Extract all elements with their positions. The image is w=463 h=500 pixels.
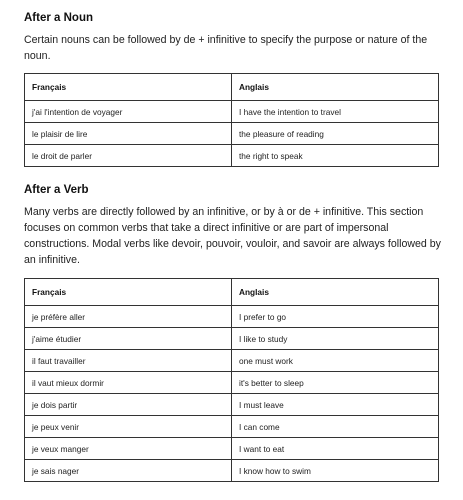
table-row — [25, 101, 439, 123]
table-row — [25, 394, 439, 416]
english-cell: the pleasure of reading — [232, 123, 439, 145]
french-cell: il vaut mieux dormir — [25, 372, 232, 394]
french-cell: le plaisir de lire — [25, 123, 232, 145]
column-header-english: Anglais — [232, 74, 439, 101]
french-cell: je dois partir — [25, 394, 232, 416]
table-row — [25, 145, 439, 167]
english-cell: I have the intention to travel — [232, 101, 439, 123]
column-header-english: Anglais — [232, 279, 439, 306]
english-cell: it's better to sleep — [232, 372, 439, 394]
column-header-french: Français — [25, 279, 232, 306]
english-cell: I know how to swim — [232, 460, 439, 482]
french-cell: je sais nager — [25, 460, 232, 482]
noun-section-title: After a Noun — [24, 12, 93, 24]
column-header-french: Français — [25, 74, 232, 101]
table-header-row — [25, 74, 439, 101]
noun-section — [24, 10, 441, 167]
french-cell: le droit de parler — [25, 145, 232, 167]
table-header-row — [25, 279, 439, 306]
english-cell: one must work — [232, 350, 439, 372]
verb-table — [24, 278, 439, 482]
table-row — [25, 460, 439, 482]
table-row — [25, 306, 439, 328]
english-cell: I can come — [232, 416, 439, 438]
table-row — [25, 438, 439, 460]
verb-section-title: After a Verb — [24, 184, 89, 196]
noun-table — [24, 73, 439, 167]
english-cell: the right to speak — [232, 145, 439, 167]
table-row — [25, 372, 439, 394]
french-cell: je peux venir — [25, 416, 232, 438]
french-cell: j'aime étudier — [25, 328, 232, 350]
table-row — [25, 350, 439, 372]
french-cell: il faut travailler — [25, 350, 232, 372]
verb-section-description: Many verbs are directly followed by an infinitive, or by à or de + infinitive. This section focuses on common verbs that take a direct infinitive or are part of impersonal constructions. Modal verbs like devoir, pouvoir, vouloir, and savoir are always followed by an infinitive. — [24, 206, 441, 266]
verb-section — [24, 182, 441, 482]
table-row — [25, 416, 439, 438]
french-cell: j'ai l'intention de voyager — [25, 101, 232, 123]
french-cell: je préfère aller — [25, 306, 232, 328]
english-cell: I want to eat — [232, 438, 439, 460]
french-cell: je veux manger — [25, 438, 232, 460]
english-cell: I must leave — [232, 394, 439, 416]
noun-section-description: Certain nouns can be followed by de + infinitive to specify the purpose or nature of the noun. — [24, 34, 428, 62]
table-row — [25, 123, 439, 145]
table-row — [25, 328, 439, 350]
english-cell: I prefer to go — [232, 306, 439, 328]
english-cell: I like to study — [232, 328, 439, 350]
